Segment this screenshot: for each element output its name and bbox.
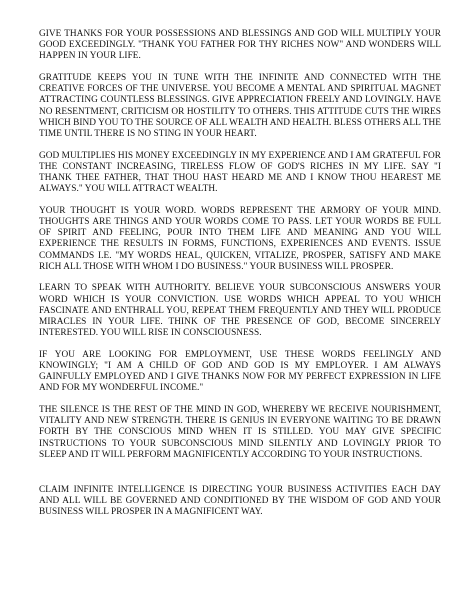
document-page [39,29,441,529]
paragraph-god-multiplies: GOD MULTIPLIES HIS MONEY EXCEEDINGLY IN MY EXPERIENCE AND I AM GRATEFUL FOR THE CONSTANT INCREASING, TIRELESS FLOW OF GOD'S RICHES IN MY LIFE. SAY "I THANK THEE FATHER, THAT THOU HAST HEARD ME AND I KNOW THOU HEAREST ME ALWAYS." YOU WILL ATTRACT WEALTH. [39,150,441,195]
paragraph-claim-infinite-intelligence: CLAIM INFINITE INTELLIGENCE IS DIRECTING YOUR BUSINESS ACTIVITIES EACH DAY AND ALL WILL BE GOVERNED AND CONDITIONED BY THE WISDOM OF GOD AND YOUR BUSINESS WILL PROSPER IN A MAGNIFICENT WAY. [39,485,441,518]
paragraph-employment: IF YOU ARE LOOKING FOR EMPLOYMENT, USE THESE WORDS FEELINGLY AND KNOWINGLY; "I AM A CHILD OF GOD AND GOD IS MY EMPLOYER. I AM ALWAYS GAINFULLY EMPLOYED AND I GIVE THANKS NOW FOR MY PERFECT EXPRESSION IN LIFE AND FOR MY WONDERFUL INCOME." [39,349,441,394]
paragraph-the-silence: THE SILENCE IS THE REST OF THE MIND IN GOD, WHEREBY WE RECEIVE NOURISHMENT, VITALITY AND NEW STRENGTH. THERE IS GENIUS IN EVERYONE WAITING TO BE DRAWN FORTH BY THE CONSCIOUS MIND WHEN IT IS STILLED. YOU MAY GIVE SPECIFIC INSTRUCTIONS TO YOUR SUBCONSCIOUS MIND SILENTLY AND LOVINGLY PRIOR TO SLEEP AND IT WILL PERFORM MAGNIFICENTLY ACCORDING TO YOUR INSTRUCTIONS. [39,405,441,460]
paragraph-gratitude-multiply: GIVE THANKS FOR YOUR POSSESSIONS AND BLESSINGS AND GOD WILL MULTIPLY YOUR GOOD EXCEEDINGLY. "THANK YOU FATHER FOR THY RICHES NOW" AND WONDERS WILL HAPPEN IN YOUR LIFE. [39,29,441,62]
paragraph-gratitude-in-tune: GRATITUDE KEEPS YOU IN TUNE WITH THE INFINITE AND CONNECTED WITH THE CREATIVE FORCES OF THE UNIVERSE. YOU BECOME A MENTAL AND SPIRITUAL MAGNET ATTRACTING COUNTLESS BLESSINGS. GIVE APPRECIATION FREELY AND LOVINGLY. HAVE NO RESENTMENT, CRITICISM OR HOSTILITY TO OTHERS. THIS ATTITUDE CUTS THE WIRES WHICH BIND YOU TO THE SOURCE OF ALL WEALTH AND HEALTH. BLESS OTHERS ALL THE TIME UNTIL THERE IS NO STING IN YOUR HEART. [39,73,441,140]
paragraph-speak-with-authority: LEARN TO SPEAK WITH AUTHORITY. BELIEVE YOUR SUBCONSCIOUS ANSWERS YOUR WORD WHICH IS YOUR CONVICTION. USE WORDS WHICH APPEAL TO YOU WHICH FASCINATE AND ENTHRALL YOU, REPEAT THEM FREQUENTLY AND THEY WILL PRODUCE MIRACLES IN YOUR LIFE. THINK OF THE PRESENCE OF GOD, BECOME SINCERELY INTERESTED. YOU WILL RISE IN CONSCIOUSNESS. [39,283,441,339]
paragraph-your-thought: YOUR THOUGHT IS YOUR WORD. WORDS REPRESENT THE ARMORY OF YOUR MIND. THOUGHTS ARE THINGS AND YOUR WORDS COME TO PASS. LET YOUR WORDS BE FULL OF SPIRIT AND FEELING, POUR INTO THEM LIFE AND MEANING AND YOU WILL EXPERIENCE THE RESULTS IN FORMS, FUNCTIONS, EXPERIENCES AND EVENTS. ISSUE COMMANDS I.E. "MY WORDS HEAL, QUICKEN, VITALIZE, PROSPER, SATISFY AND MAKE RICH ALL THOSE WITH WHOM I DO BUSINESS." YOUR BUSINESS WILL PROSPER. [39,205,441,272]
